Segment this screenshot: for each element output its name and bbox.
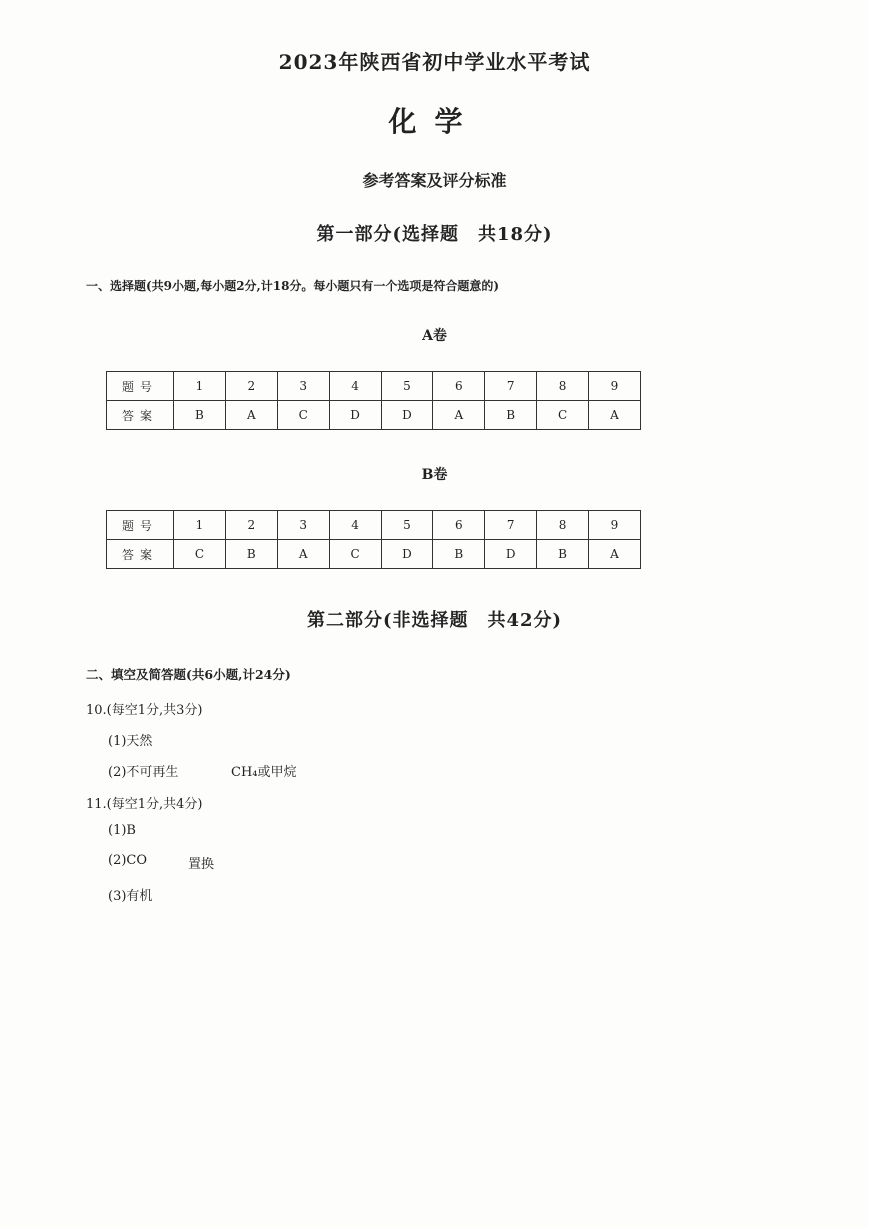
question-10-answer-1: (1)天然 xyxy=(108,734,153,749)
subject-title: 化学 xyxy=(388,105,481,138)
table-cell: 4 xyxy=(329,372,381,401)
table-cell: C xyxy=(174,540,226,569)
table-cell: B xyxy=(537,540,589,569)
table-cell: A xyxy=(589,540,641,569)
table-cell: 4 xyxy=(329,511,381,540)
volume-b-label: B卷 xyxy=(421,467,448,483)
table-cell: 8 xyxy=(537,372,589,401)
table-cell: 6 xyxy=(433,511,485,540)
table-cell: C xyxy=(329,540,381,569)
table-cell: A xyxy=(225,401,277,430)
table-cell: D xyxy=(329,401,381,430)
table-cell: A xyxy=(277,540,329,569)
question-11-answer-1: (1)B xyxy=(108,823,136,838)
question-11-heading: 11.(每空1分,共4分) xyxy=(86,797,203,812)
table-cell: 2 xyxy=(225,511,277,540)
question-10-heading: 10.(每空1分,共3分) xyxy=(86,703,203,718)
question-10-answer-2: (2)不可再生 xyxy=(108,765,179,780)
table-cell: B xyxy=(433,540,485,569)
table-cell: 1 xyxy=(174,372,226,401)
row-header: 题号 xyxy=(107,372,174,401)
table-cell: 7 xyxy=(485,372,537,401)
part2-heading: 第二部分(非选择题 共42分) xyxy=(306,610,563,631)
table-cell: 7 xyxy=(485,511,537,540)
table-cell: 5 xyxy=(381,511,433,540)
table-cell: 9 xyxy=(589,372,641,401)
table-row-question-numbers xyxy=(107,511,641,540)
table-row-answers xyxy=(107,540,641,569)
answer-table-b xyxy=(106,510,641,569)
table-cell: D xyxy=(381,401,433,430)
table-cell: B xyxy=(225,540,277,569)
answer-table-a xyxy=(106,371,641,430)
table-cell: C xyxy=(537,401,589,430)
table-row-question-numbers xyxy=(107,372,641,401)
volume-a-label: A卷 xyxy=(422,328,447,344)
table-row-answers xyxy=(107,401,641,430)
question-11-answer-3: (3)有机 xyxy=(108,889,153,904)
exam-title: 2023年陕西省初中学业水平考试 xyxy=(278,50,591,74)
table-cell: D xyxy=(485,540,537,569)
document-subtitle: 参考答案及评分标准 xyxy=(362,171,507,190)
section2-instructions: 二、填空及简答题(共6小题,计24分) xyxy=(86,667,291,682)
question-11-answer-2: (2)CO xyxy=(108,853,148,868)
section1-instructions: 一、选择题(共9小题,每小题2分,计18分。每小题只有一个选项是符合题意的) xyxy=(86,279,500,293)
table-cell: 6 xyxy=(433,372,485,401)
table-cell: B xyxy=(174,401,226,430)
table-cell: A xyxy=(589,401,641,430)
row-header: 题号 xyxy=(107,511,174,540)
question-11-answer-2-extra: 置换 xyxy=(188,857,215,872)
question-10-answer-2-extra: CH₄或甲烷 xyxy=(231,765,297,780)
table-cell: 1 xyxy=(174,511,226,540)
table-cell: D xyxy=(381,540,433,569)
table-cell: 9 xyxy=(589,511,641,540)
table-cell: 5 xyxy=(381,372,433,401)
table-cell: 8 xyxy=(537,511,589,540)
table-cell: 2 xyxy=(225,372,277,401)
table-cell: C xyxy=(277,401,329,430)
table-cell: 3 xyxy=(277,511,329,540)
part1-heading: 第一部分(选择题 共18分) xyxy=(316,224,553,245)
row-header: 答案 xyxy=(107,540,174,569)
table-cell: B xyxy=(485,401,537,430)
row-header: 答案 xyxy=(107,401,174,430)
table-cell: 3 xyxy=(277,372,329,401)
table-cell: A xyxy=(433,401,485,430)
